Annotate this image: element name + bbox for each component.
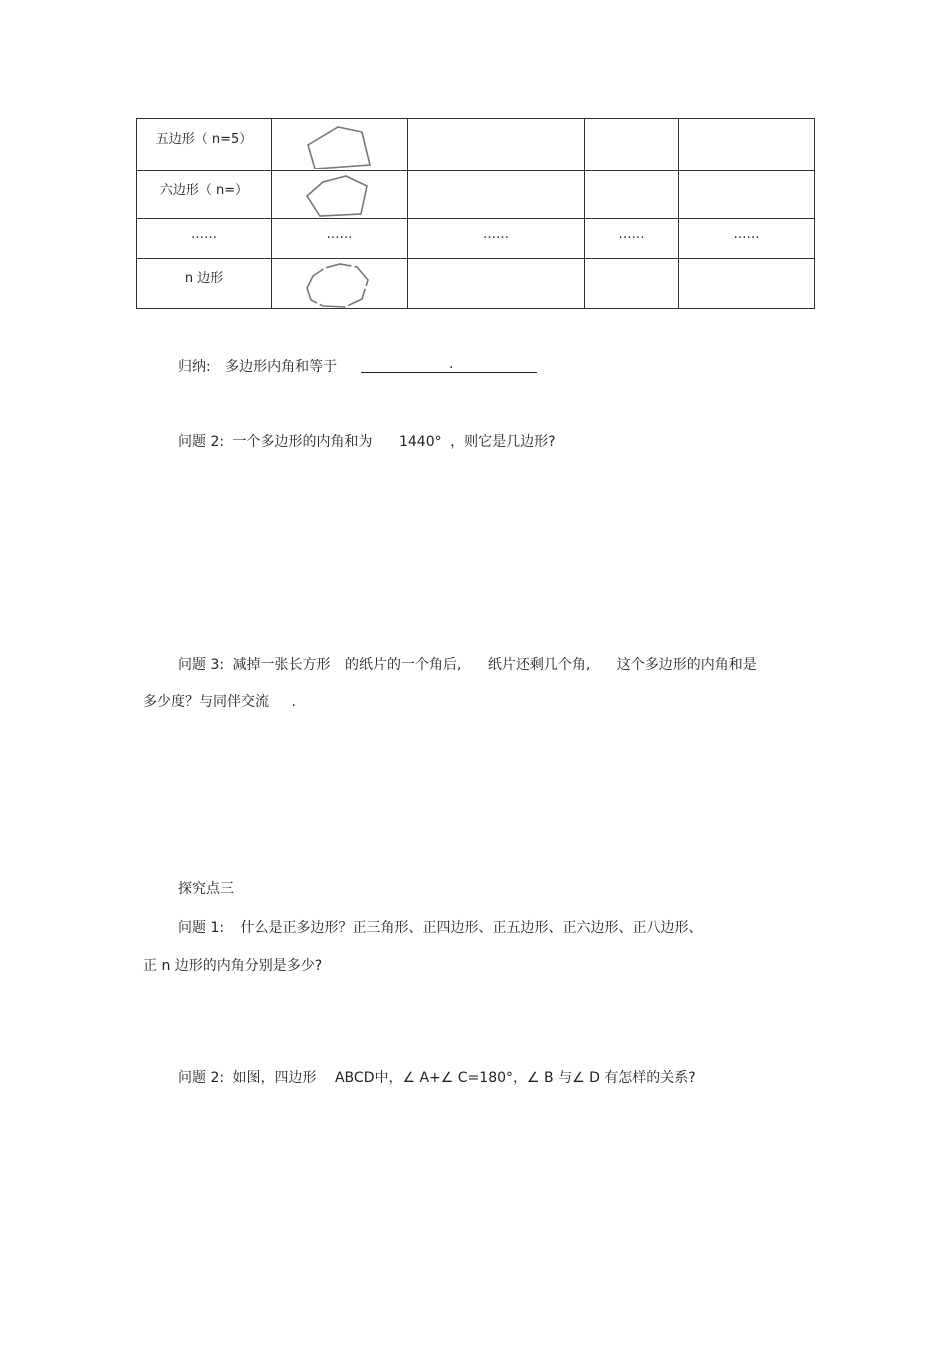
table-cell bbox=[272, 119, 408, 171]
question-3: 问题 3: 减掉一张长方形 的纸片的一个角后, 纸片还剩几个角, 这个多边形的内角和是 bbox=[178, 657, 757, 673]
table-cell bbox=[679, 171, 815, 219]
table-cell bbox=[272, 259, 408, 309]
table-row bbox=[137, 259, 815, 309]
hexagon-icon bbox=[305, 174, 375, 218]
table-cell bbox=[585, 259, 679, 309]
table-cell bbox=[679, 259, 815, 309]
section-title: 探究点三 bbox=[178, 881, 234, 897]
table-cell bbox=[408, 119, 585, 171]
table-cell bbox=[408, 259, 585, 309]
table-cell bbox=[137, 171, 272, 219]
table-cell bbox=[585, 119, 679, 171]
pentagon-icon bbox=[305, 123, 375, 169]
row-label: 六边形（ n=） bbox=[159, 183, 249, 198]
section3-question-1-line2: 正 n 边形的内角分别是多少? bbox=[143, 958, 323, 974]
question-3-line2: 多少度？与同伴交流 . bbox=[143, 694, 296, 710]
table-cell bbox=[137, 119, 272, 171]
table-cell bbox=[679, 119, 815, 171]
table-cell: …… bbox=[585, 219, 679, 259]
blank-mark: . bbox=[449, 356, 454, 372]
table-cell bbox=[272, 171, 408, 219]
table-row bbox=[137, 171, 815, 219]
answer-blank bbox=[361, 372, 537, 373]
table-cell: …… bbox=[679, 219, 815, 259]
table-cell: …… bbox=[272, 219, 408, 259]
table-cell bbox=[408, 171, 585, 219]
table-cell bbox=[585, 171, 679, 219]
summary: 归纳: 多边形内角和等于 bbox=[178, 359, 338, 375]
table-cell: …… bbox=[137, 219, 272, 259]
section3-question-2: 问题 2: 如图，四边形 ABCD中，∠ A+∠ C=180°，∠ B 与∠ D 有怎样的关系? bbox=[178, 1070, 696, 1086]
table-cell: …… bbox=[408, 219, 585, 259]
table-row bbox=[137, 119, 815, 171]
table-row bbox=[137, 219, 815, 259]
question-2: 问题 2: 一个多边形的内角和为 1440° ，则它是几边形? bbox=[178, 434, 556, 450]
table-cell bbox=[137, 259, 272, 309]
row-label: n 边形 bbox=[184, 271, 224, 286]
row-label: 五边形（ n=5） bbox=[155, 132, 253, 147]
n-gon-icon bbox=[305, 262, 375, 308]
polygon-table bbox=[136, 118, 815, 309]
section3-question-1: 问题 1: 什么是正多边形？正三角形、正四边形、正五边形、正六边形、正八边形、 bbox=[178, 920, 703, 936]
